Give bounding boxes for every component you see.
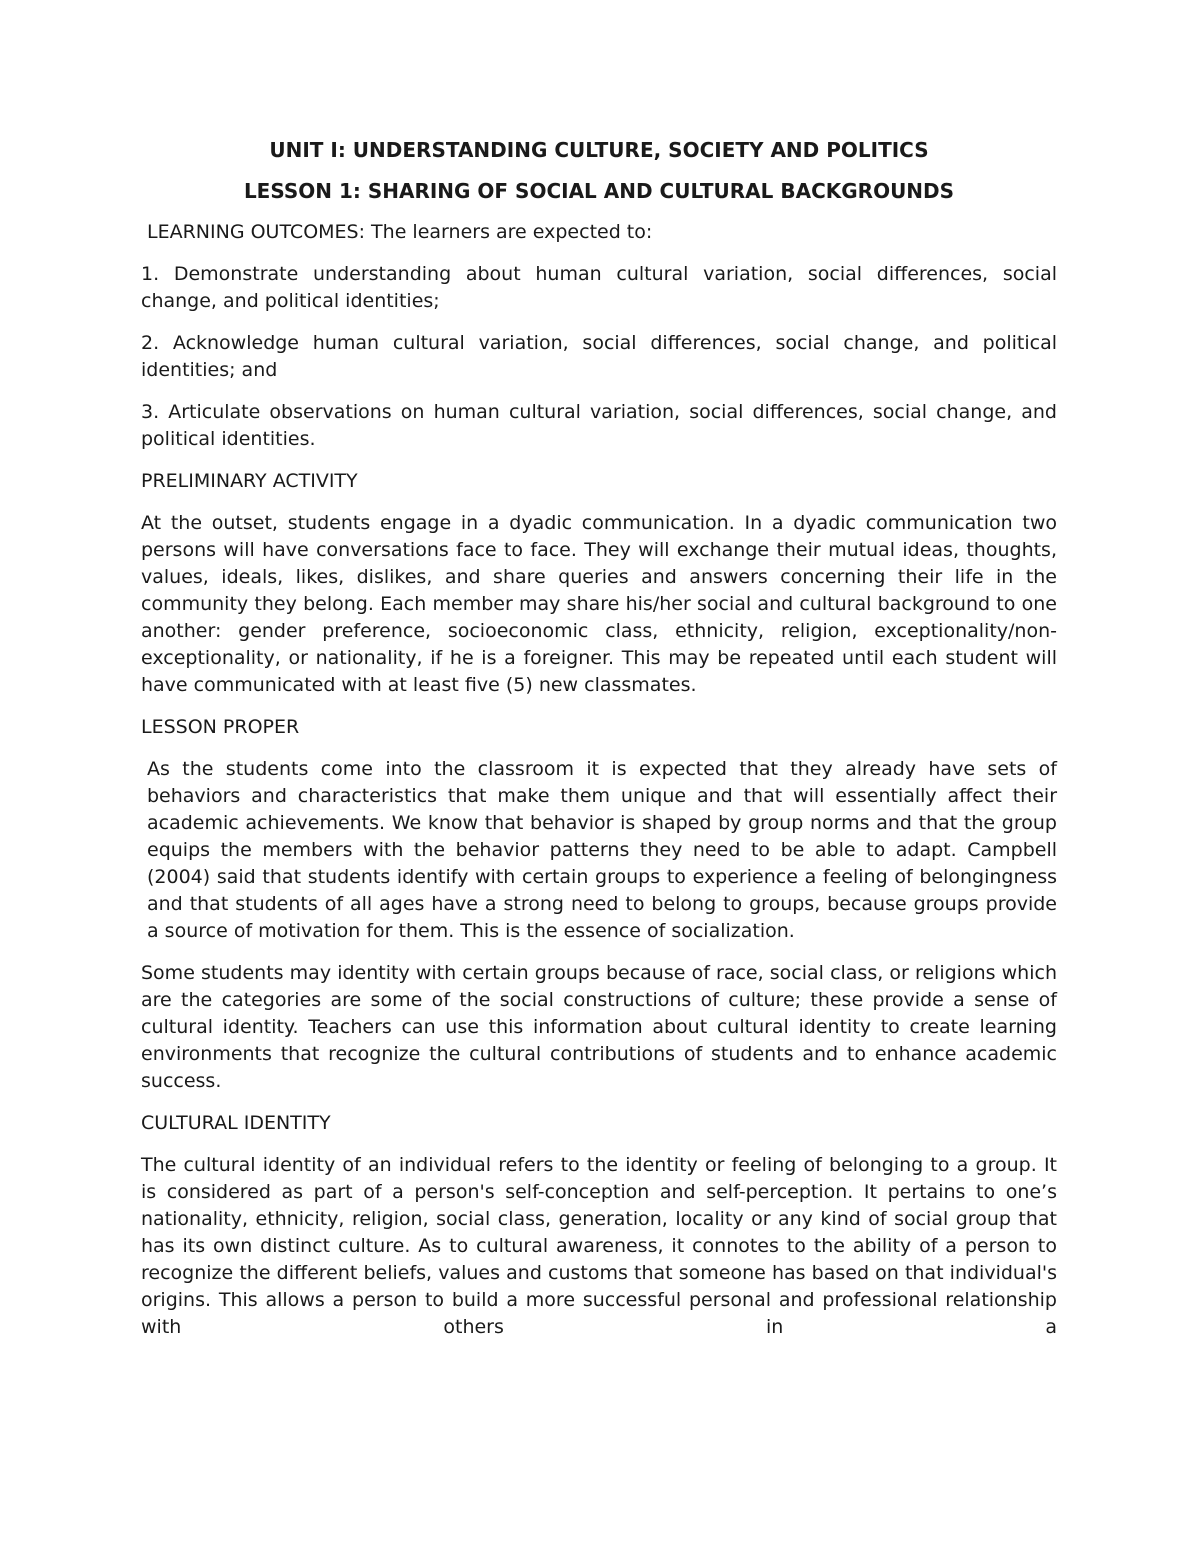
lesson-title: LESSON 1: SHARING OF SOCIAL AND CULTURAL BACKGROUNDS	[243, 179, 955, 203]
lesson-proper-paragraph: As the students come into the classroom it is expected that they already have sets of behaviors and characteristics that make them unique and that will essentially affect their academic achievements. We know that behavior is shaped by group norms and that the group equips the members with the behavior patterns they need to be able to adapt. Campbell (2004) said that students identify with certain groups to experience a feeling of belongingness and that students of all ages have a strong need to belong to groups, because groups provide a source of motivation for them. This is the essence of socialization.	[147, 758, 1057, 942]
lesson-proper-paragraph: Some students may identity with certain groups because of race, social class, or religions which are the categories are some of the social constructions of culture; these provide a sense of cultural identity. Teachers can use this information about cultural identity to create learning environments that recognize the cultural contributions of students and to enhance academic success.	[141, 962, 1057, 1092]
cultural-identity-heading: CULTURAL IDENTITY	[141, 1112, 331, 1134]
unit-title: UNIT I: UNDERSTANDING CULTURE, SOCIETY AND POLITICS	[269, 138, 929, 162]
preliminary-activity-heading: PRELIMINARY ACTIVITY	[141, 470, 358, 492]
learning-outcome-item: 2. Acknowledge human cultural variation, social differences, social change, and political identities; and	[141, 332, 1057, 381]
cultural-identity-body: The cultural identity of an individual refers to the identity or feeling of belonging to a group. It is considered as part of a person's self-conception and self-perception. It pertains to one’s nationality, ethnicity, religion, social class, generation, locality or any kind of social group that has its own distinct culture. As to cultural awareness, it connotes to the ability of a person to recognize the different beliefs, values and customs that someone has based on that individual's origins. This allows a person to build a more successful personal and professional relationship with others in a	[141, 1154, 1057, 1338]
preliminary-activity-body: At the outset, students engage in a dyadic communication. In a dyadic communication two persons will have conversations face to face. They will exchange their mutual ideas, thoughts, values, ideals, likes, dislikes, and share queries and answers concerning their life in the community they belong. Each member may share his/her social and cultural background to one another: gender preference, socioeconomic class, ethnicity, religion, exceptionality/non-exceptionality, or nationality, if he is a foreigner. This may be repeated until each student will have communicated with at least five (5) new classmates.	[141, 512, 1057, 696]
learning-outcome-item: 3. Articulate observations on human cultural variation, social differences, social change, and political identities.	[141, 401, 1057, 450]
learning-outcome-item: 1. Demonstrate understanding about human cultural variation, social differences, social change, and political identities;	[141, 263, 1057, 312]
lesson-proper-heading: LESSON PROPER	[141, 716, 300, 738]
learning-outcomes-intro: LEARNING OUTCOMES: The learners are expected to:	[147, 221, 653, 243]
document-content	[141, 137, 1057, 1341]
